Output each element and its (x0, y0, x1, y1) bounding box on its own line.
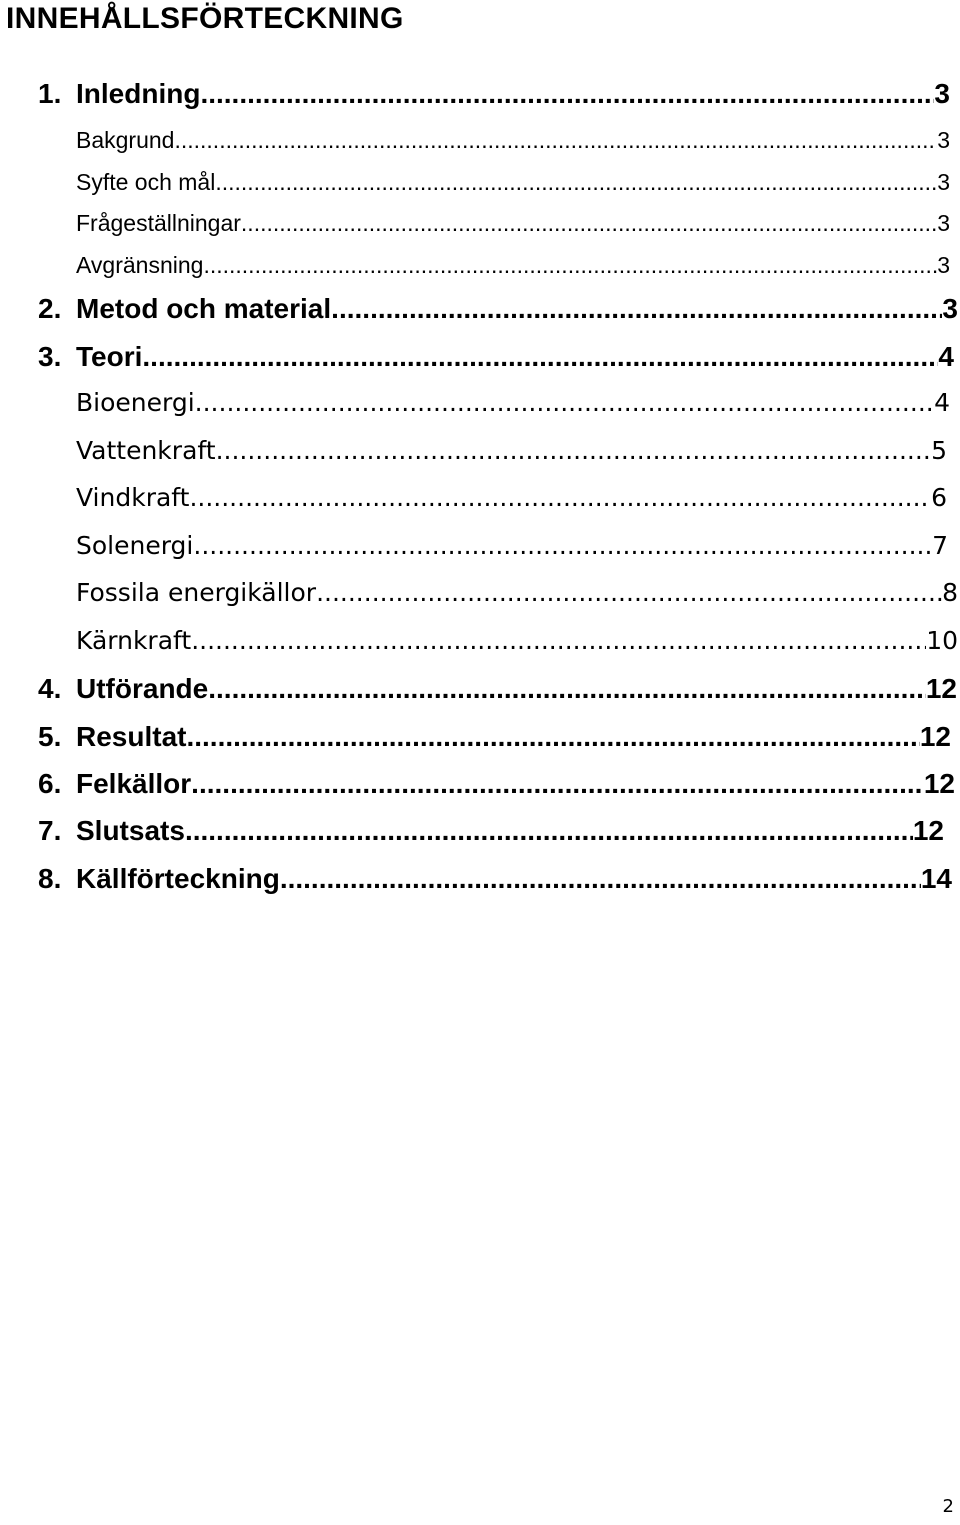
toc-leader (316, 578, 942, 607)
toc-page: 3 (942, 293, 958, 324)
toc-leader (203, 252, 937, 279)
toc-label: Vattenkraft (76, 436, 216, 465)
toc-page: 8 (942, 578, 958, 607)
toc-leader (193, 531, 932, 560)
toc-page: 6 (931, 483, 947, 512)
toc-label: Kärnkraft (76, 626, 192, 655)
toc-page: 3 (937, 127, 950, 153)
toc-page: 12 (919, 721, 951, 752)
toc-leader (216, 436, 932, 465)
toc-leader (142, 341, 938, 373)
toc-number: 7. (38, 815, 62, 846)
toc-entry-kallforteckning[interactable] (38, 863, 952, 895)
toc-label: Slutsats (76, 815, 185, 846)
toc-page: 3 (937, 252, 950, 278)
toc-entry-fossila-energikallor[interactable] (76, 578, 958, 607)
toc-entry-solenergi[interactable] (76, 531, 948, 560)
toc-entry-resultat[interactable] (38, 721, 951, 753)
toc-number: 3. (38, 341, 62, 372)
toc-label: Utförande (76, 673, 209, 704)
toc-label: Solenergi (76, 531, 194, 560)
toc-leader (185, 815, 913, 847)
toc-label: Frågeställningar (76, 210, 241, 236)
toc-leader (208, 673, 926, 705)
toc-page: 14 (920, 863, 952, 894)
toc-label: Källförteckning (76, 863, 280, 894)
toc-entry-avgransning[interactable] (76, 252, 950, 279)
toc-page: 5 (931, 436, 947, 465)
toc-leader (200, 78, 934, 110)
page-title: INNEHÅLLSFÖRTECKNING (6, 2, 404, 35)
toc-number: 1. (38, 78, 62, 109)
toc-leader (186, 721, 919, 753)
toc-page: 12 (925, 673, 957, 704)
toc-page: 3 (937, 210, 950, 236)
toc-label: Vindkraft (76, 483, 190, 512)
toc-page: 10 (926, 626, 958, 655)
toc-label: Avgränsning (76, 252, 204, 278)
toc-leader (191, 768, 924, 800)
toc-leader (191, 626, 926, 655)
toc-page: 12 (912, 815, 944, 846)
toc-page: 4 (938, 341, 954, 372)
toc-label: Bakgrund (76, 127, 175, 153)
toc-entry-utforande[interactable] (38, 673, 957, 705)
toc-label: Fossila energikällor (76, 578, 317, 607)
toc-leader (215, 169, 937, 196)
toc-label: Inledning (76, 78, 201, 109)
toc-label: Teori (76, 341, 143, 372)
toc-number: 5. (38, 721, 62, 752)
toc-number: 2. (38, 293, 62, 324)
toc-label: Felkällor (76, 768, 192, 799)
toc-label: Resultat (76, 721, 187, 752)
toc-leader (189, 483, 931, 512)
toc-label: Bioenergi (76, 388, 195, 417)
toc-entry-vindkraft[interactable] (76, 483, 947, 512)
toc-page: 12 (923, 768, 955, 799)
toc-entry-slutsats[interactable] (38, 815, 944, 847)
toc-page: 3 (937, 169, 950, 195)
toc-page: 7 (932, 531, 948, 560)
toc-number: 6. (38, 768, 62, 799)
toc-entry-fragestallningar[interactable] (76, 210, 950, 237)
toc-entry-bakgrund[interactable] (76, 127, 950, 154)
toc-entry-metod-och-material[interactable] (38, 293, 958, 325)
toc-label: Metod och material (76, 293, 332, 324)
toc-entry-karnkraft[interactable] (76, 626, 958, 655)
page-number: 2 (942, 1496, 954, 1517)
toc-number: 4. (38, 673, 62, 704)
toc-leader (241, 210, 937, 237)
toc-leader (174, 127, 937, 154)
toc-entry-felkallor[interactable] (38, 768, 955, 800)
toc-leader (195, 388, 934, 417)
toc-number: 8. (38, 863, 62, 894)
toc-entry-vattenkraft[interactable] (76, 436, 947, 465)
toc-entry-teori[interactable] (38, 341, 954, 373)
toc-entry-bioenergi[interactable] (76, 388, 950, 417)
toc-leader (280, 863, 921, 895)
toc-leader (331, 293, 942, 325)
toc-label: Syfte och mål (76, 169, 216, 195)
toc-page: 4 (934, 388, 950, 417)
toc-entry-syfte-och-mal[interactable] (76, 169, 950, 196)
toc-entry-inledning[interactable] (38, 78, 950, 110)
toc-page: 3 (934, 78, 950, 109)
